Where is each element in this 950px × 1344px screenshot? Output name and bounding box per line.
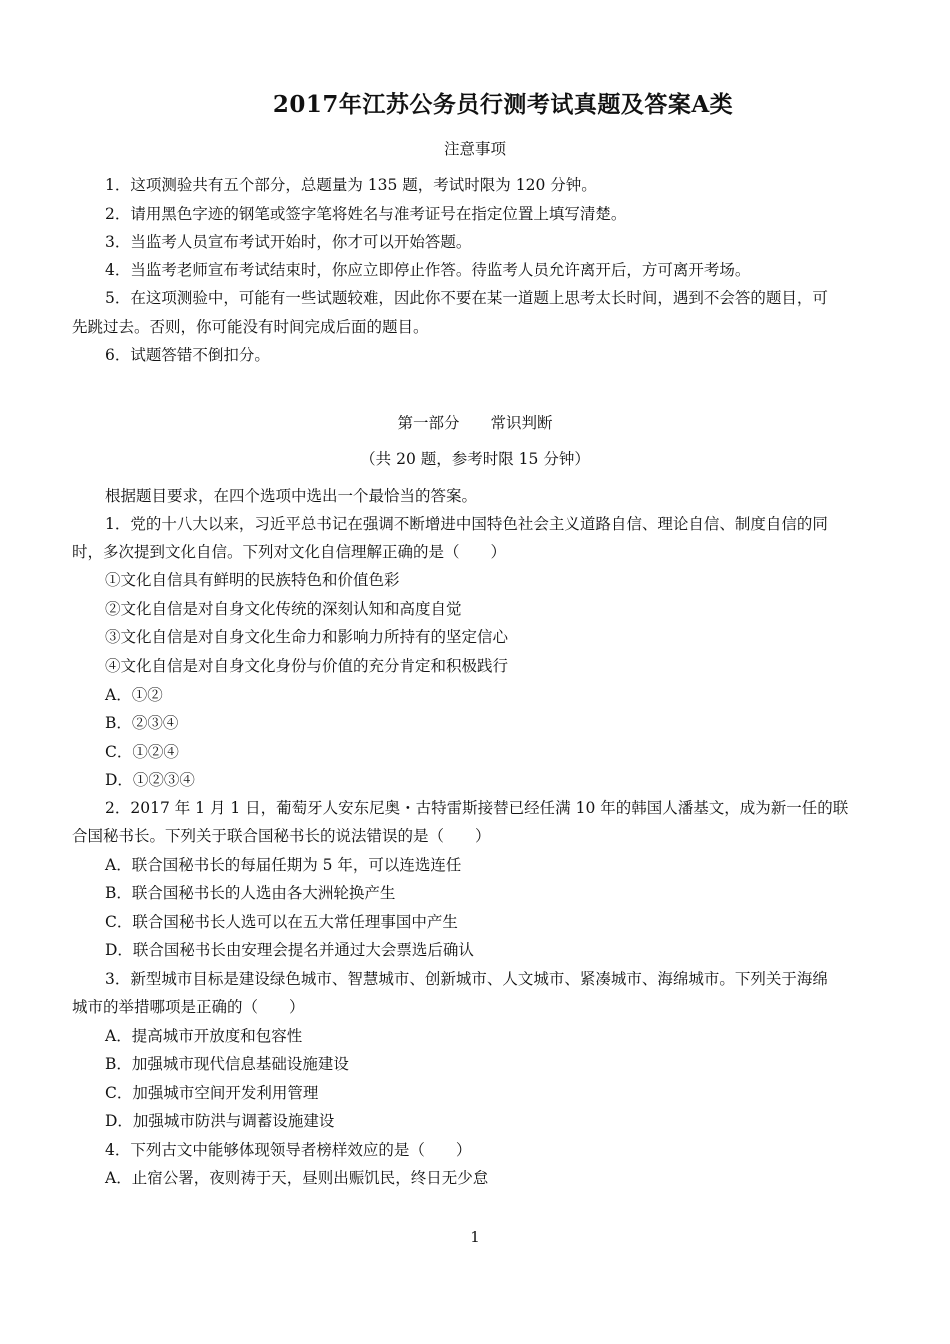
part-subheading: （共 20 题，参考时限 15 分钟） <box>360 450 590 468</box>
question-stem: 时，多次提到文化自信。下列对文化自信理解正确的是（ ） <box>72 543 507 561</box>
option-d: D．联合国秘书长由安理会提名并通过大会票选后确认 <box>105 941 474 959</box>
option-d: D．加强城市防洪与调蓄设施建设 <box>105 1112 335 1130</box>
notice-item: 先跳过去。否则，你可能没有时间完成后面的题目。 <box>72 318 429 336</box>
notice-item: 6．试题答错不倒扣分。 <box>105 346 270 364</box>
notice-item: 3．当监考人员宣布考试开始时，你才可以开始答题。 <box>105 233 472 251</box>
question-stem: 3．新型城市目标是建设绿色城市、智慧城市、创新城市、人文城市、紧凑城市、海绵城市。下列关于海绵 <box>105 970 828 988</box>
option-b: B．加强城市现代信息基础设施建设 <box>105 1055 349 1073</box>
question-statement: ②文化自信是对自身文化传统的深刻认知和高度自觉 <box>105 600 462 618</box>
question-stem: 1．党的十八大以来，习近平总书记在强调不断增进中国特色社会主义道路自信、理论自信、制度自信的同 <box>105 515 828 533</box>
option-c: C．①②④ <box>105 743 179 761</box>
part-heading: 第一部分 常识判断 <box>397 414 553 432</box>
question-stem: 4．下列古文中能够体现领导者榜样效应的是（ ） <box>105 1141 472 1159</box>
part-instruction: 根据题目要求，在四个选项中选出一个最恰当的答案。 <box>105 487 478 505</box>
option-c: C．加强城市空间开发利用管理 <box>105 1084 319 1102</box>
option-b: B．②③④ <box>105 714 179 732</box>
option-b: B．联合国秘书长的人选由各大洲轮换产生 <box>105 884 396 902</box>
option-a: A．提高城市开放度和包容性 <box>105 1027 303 1045</box>
option-a: A．止宿公署，夜则祷于天，昼则出赈饥民，终日无少怠 <box>105 1169 489 1187</box>
notice-item: 5．在这项测验中，可能有一些试题较难，因此你不要在某一道题上思考太长时间，遇到不会答的题目，可 <box>105 289 828 307</box>
notice-item: 2．请用黑色字迹的钢笔或签字笔将姓名与准考证号在指定位置上填写清楚。 <box>105 205 627 223</box>
notice-heading: 注意事项 <box>443 140 506 158</box>
notice-item: 1．这项测验共有五个部分，总题量为 135 题，考试时限为 120 分钟。 <box>105 176 597 194</box>
question-statement: ①文化自信具有鲜明的民族特色和价值色彩 <box>105 571 400 589</box>
option-c: C．联合国秘书长人选可以在五大常任理事国中产生 <box>105 913 458 931</box>
document-title: 2017年江苏公务员行测考试真题及答案A类 <box>272 91 734 118</box>
option-d: D．①②③④ <box>105 771 195 789</box>
question-stem: 城市的举措哪项是正确的（ ） <box>72 998 305 1016</box>
option-a: A．联合国秘书长的每届任期为 5 年，可以连选连任 <box>105 856 462 874</box>
question-stem: 合国秘书长。下列关于联合国秘书长的说法错误的是（ ） <box>72 827 491 845</box>
question-statement: ④文化自信是对自身文化身份与价值的充分肯定和积极践行 <box>105 657 509 675</box>
notice-item: 4．当监考老师宣布考试结束时，你应立即停止作答。待监考人员允许离开后，方可离开考场。 <box>105 261 751 279</box>
question-stem: 2．2017 年 1 月 1 日，葡萄牙人安东尼奥・古特雷斯接替已经任满 10 年的韩国人潘基文，成为新一任的联 <box>105 799 849 817</box>
question-statement: ③文化自信是对自身文化生命力和影响力所持有的坚定信心 <box>105 628 509 646</box>
page-number: 1 <box>470 1228 480 1246</box>
option-a: A．①② <box>105 686 163 704</box>
